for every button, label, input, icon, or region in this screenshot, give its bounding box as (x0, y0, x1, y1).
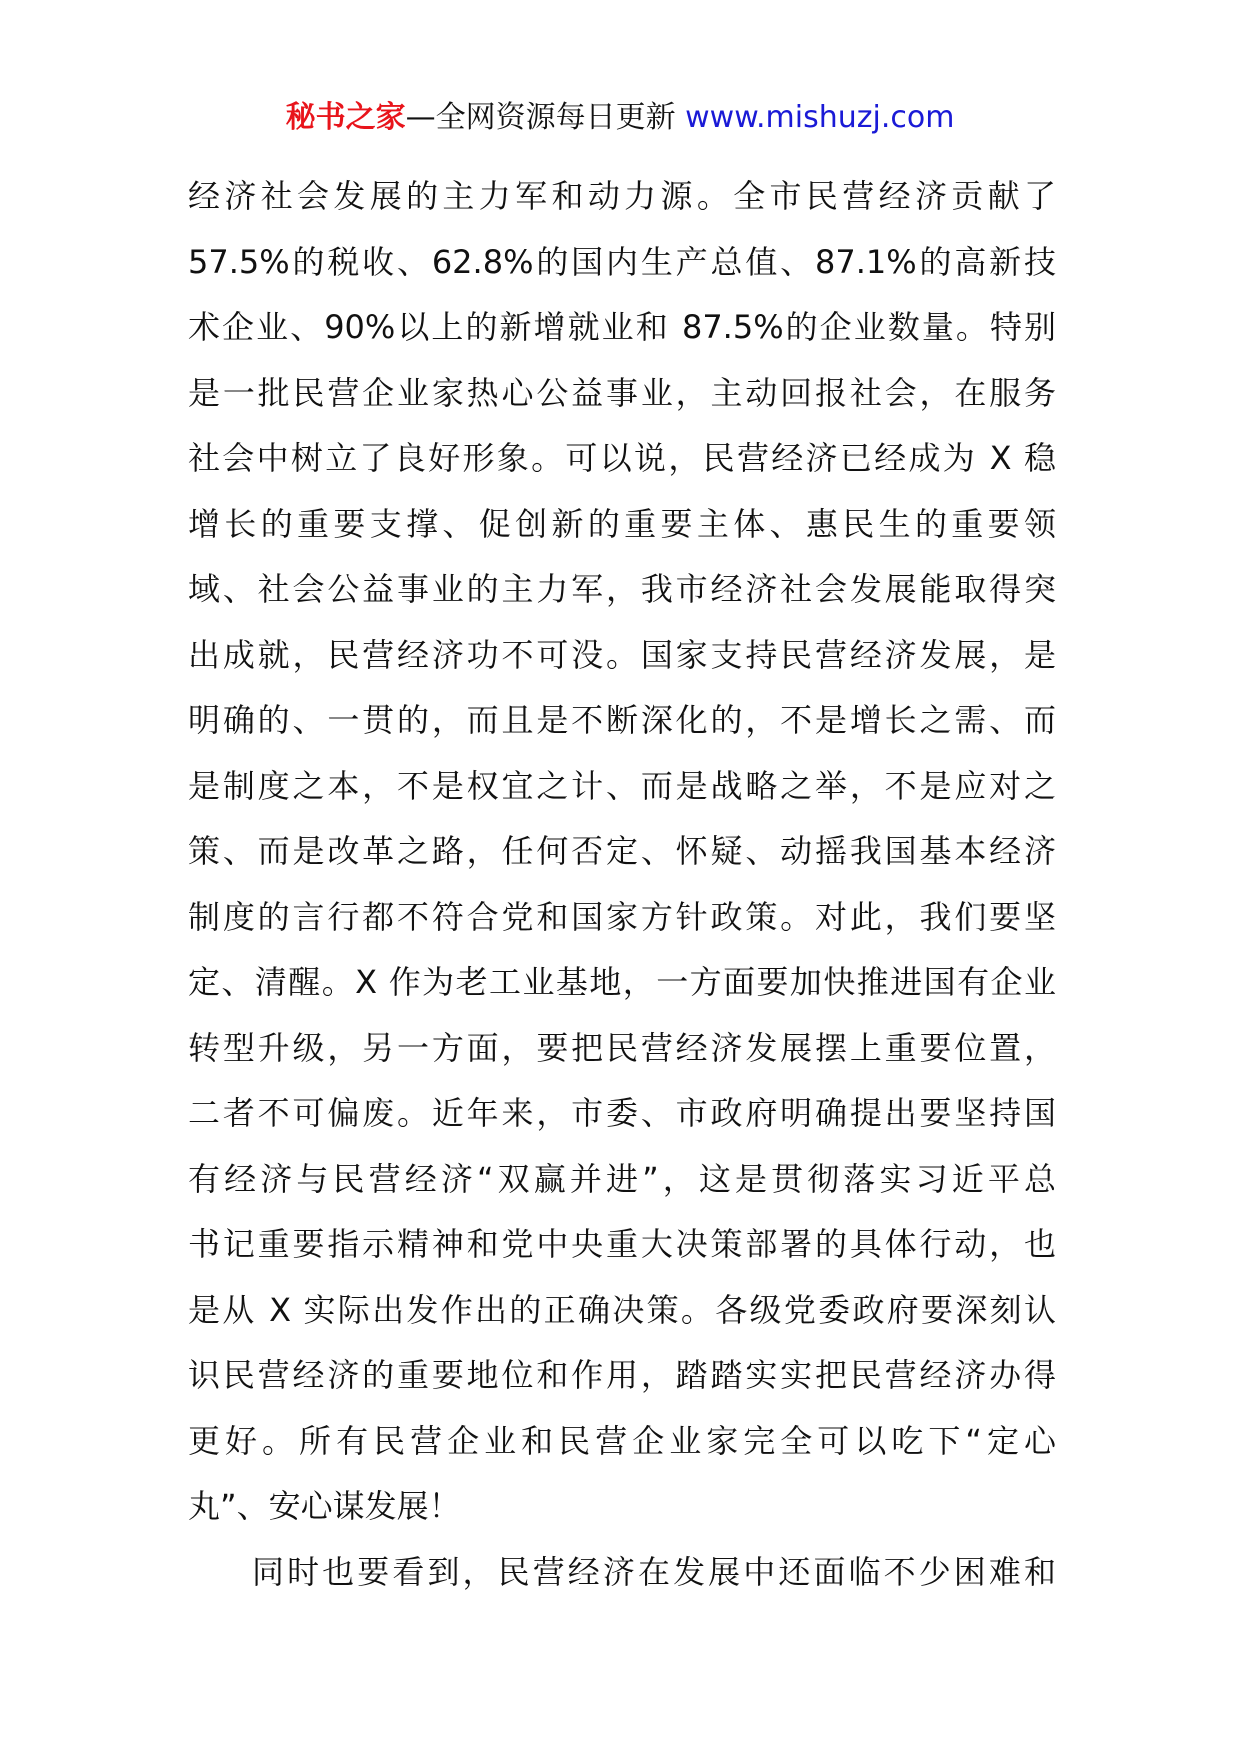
website-link[interactable]: www.mishuzj.com (685, 100, 955, 135)
text-line: 更好。所有民营企业和民营企业家完全可以吃下“定心 (188, 1421, 1056, 1460)
text-line: 策、而是改革之路，任何否定、怀疑、动摇我国基本经济 (188, 832, 1056, 870)
text-line: 社会中树立了良好形象。可以说，民营经济已经成为 X 稳 (188, 439, 1056, 477)
text-line: 57.5%的税收、62.8%的国内生产总值、87.1%的高新技 (188, 242, 1056, 281)
text-line: 经济社会发展的主力军和动力源。全市民营经济贡献了 (188, 177, 1056, 215)
text-line: 定、清醒。X 作为老工业基地，一方面要加快推进国有企业 (188, 963, 1056, 1001)
page-header (0, 98, 1240, 138)
text-line: 转型升级，另一方面，要把民营经济发展摆上重要位置， (188, 1028, 1056, 1067)
text-line: 识民营经济的重要地位和作用，踏踏实实把民营经济办得 (188, 1356, 1056, 1394)
text-line: 增长的重要支撑、促创新的重要主体、惠民生的重要领 (188, 504, 1056, 543)
text-line: 是从 X 实际出发作出的正确决策。各级党委政府要深刻认 (188, 1290, 1056, 1329)
text-line: 制度的言行都不符合党和国家方针政策。对此，我们要坚 (188, 897, 1056, 936)
text-line: 同时也要看到，民营经济在发展中还面临不少困难和 (252, 1552, 1056, 1591)
paragraph (188, 1540, 1056, 1606)
text-line: 是制度之本，不是权宜之计、而是战略之举，不是应对之 (188, 766, 1056, 805)
document-body (188, 164, 1056, 1605)
text-line: 有经济与民营经济“双赢并进”，这是贯彻落实习近平总 (188, 1159, 1056, 1198)
text-line: 明确的、一贯的，而且是不断深化的，不是增长之需、而 (188, 701, 1056, 739)
text-line: 丸”、安心谋发展！ (188, 1487, 461, 1525)
paragraph (188, 164, 1056, 1540)
text-line: 二者不可偏废。近年来，市委、市政府明确提出要坚持国 (188, 1094, 1056, 1132)
text-line: 是一批民营企业家热心公益事业，主动回报社会，在服务 (188, 373, 1056, 412)
text-line: 术企业、90%以上的新增就业和 87.5%的企业数量。特别 (188, 308, 1056, 346)
header-tagline: —全网资源每日更新 (405, 100, 676, 135)
brand-name: 秘书之家 (285, 100, 406, 135)
text-line: 域、社会公益事业的主力军，我市经济社会发展能取得突 (188, 570, 1056, 608)
text-line: 书记重要指示精神和党中央重大决策部署的具体行动，也 (188, 1225, 1056, 1263)
text-line: 出成就，民营经济功不可没。国家支持民营经济发展，是 (188, 635, 1056, 674)
